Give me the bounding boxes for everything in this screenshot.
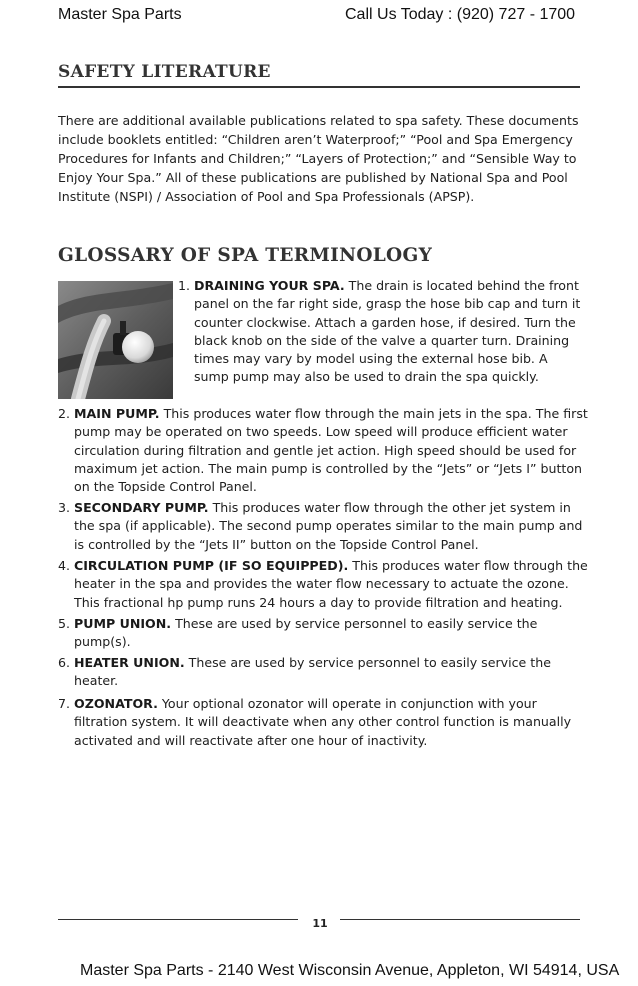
item-number: 1. xyxy=(178,278,191,293)
glossary-item-draining xyxy=(178,277,583,387)
glossary-item-heater-union xyxy=(58,654,588,691)
item-number: 5. xyxy=(58,616,71,631)
item-number: 6. xyxy=(58,655,71,670)
glossary-item-secondary-pump xyxy=(58,499,588,554)
top-bar xyxy=(0,0,638,30)
item-term: DRAINING YOUR SPA. xyxy=(194,278,345,293)
item-description: These are used by service personnel to easily service the pump(s). xyxy=(74,616,538,650)
item-description: This produces water flow through the main jets in the spa. The first pump may be operated on two speeds. Low speed will produce efficient water circulation during filtration and gentle jet action. High speed should be used for maximum jet action. The main pump is controlled by the “Jets” or “Jets I” button on the Topside Control Panel. xyxy=(74,406,588,495)
glossary-heading: GLOSSARY OF SPA TERMINOLOGY xyxy=(58,245,433,266)
item-term: HEATER UNION. xyxy=(74,655,185,670)
section-divider xyxy=(58,86,580,88)
glossary-item-ozonator xyxy=(58,695,588,750)
phone-number: Call Us Today : (920) 727 - 1700 xyxy=(345,6,576,23)
item-description: These are used by service personnel to easily service the heater. xyxy=(74,655,551,689)
safety-literature-heading: SAFETY LITERATURE xyxy=(58,62,271,82)
spa-drain-photo xyxy=(58,281,173,399)
glossary-item-main-pump xyxy=(58,405,588,496)
item-term: OZONATOR. xyxy=(74,696,158,711)
item-term: SECONDARY PUMP. xyxy=(74,500,209,515)
footer-rule-right xyxy=(340,919,580,920)
item-description: This produces water flow through the heater in the spa and provides the water flow necessary to actuate the ozone. This fractional hp pump runs 24 hours a day to provide filtration and heating. xyxy=(74,558,588,610)
glossary-item-pump-union xyxy=(58,615,588,652)
safety-literature-text: There are additional available publications related to spa safety. These documents include booklets entitled: “Children aren’t Waterproof;” “Pool and Spa Emergency Procedures for Infants and Children;” “Layers of Protection;” and “Sensible Way to Enjoy Your Spa.” All of these publications are published by National Spa and Pool Institute (NSPI) / Association of Pool and Spa Professionals (APSP). xyxy=(58,113,579,204)
item-number: 3. xyxy=(58,500,71,515)
item-term: PUMP UNION. xyxy=(74,616,172,631)
item-number: 2. xyxy=(58,406,71,421)
glossary-item-circulation-pump xyxy=(58,557,588,612)
item-description: The drain is located behind the front panel on the far right side, grasp the hose bib cap and turn it counter clockwise. Attach a garden hose, if desired. Turn the black knob on the side of the valve a quarter turn. Draining times may vary by model using the external hose bib. A sump pump may also be used to drain the spa quickly. xyxy=(194,278,581,385)
item-term: CIRCULATION PUMP (IF SO EQUIPPED). xyxy=(74,558,349,573)
company-name: Master Spa Parts xyxy=(58,6,182,23)
item-term: MAIN PUMP. xyxy=(74,406,160,421)
item-number: 7. xyxy=(58,696,71,711)
page-number: 11 xyxy=(312,917,328,930)
footer-rule-left xyxy=(58,919,298,920)
item-description: Your optional ozonator will operate in conjunction with your filtration system. It will deactivate when any other control function is manually activated and will reactivate after one hour of inactivity. xyxy=(74,696,572,748)
item-number: 4. xyxy=(58,558,71,573)
company-address: Master Spa Parts - 2140 West Wisconsin Avenue, Appleton, WI 54914, USA xyxy=(80,962,620,979)
item-description: This produces water flow through the other jet system in the spa (if applicable). The second pump operates similar to the main pump and is controlled by the “Jets II” button on the Topside Control Panel. xyxy=(74,500,583,552)
